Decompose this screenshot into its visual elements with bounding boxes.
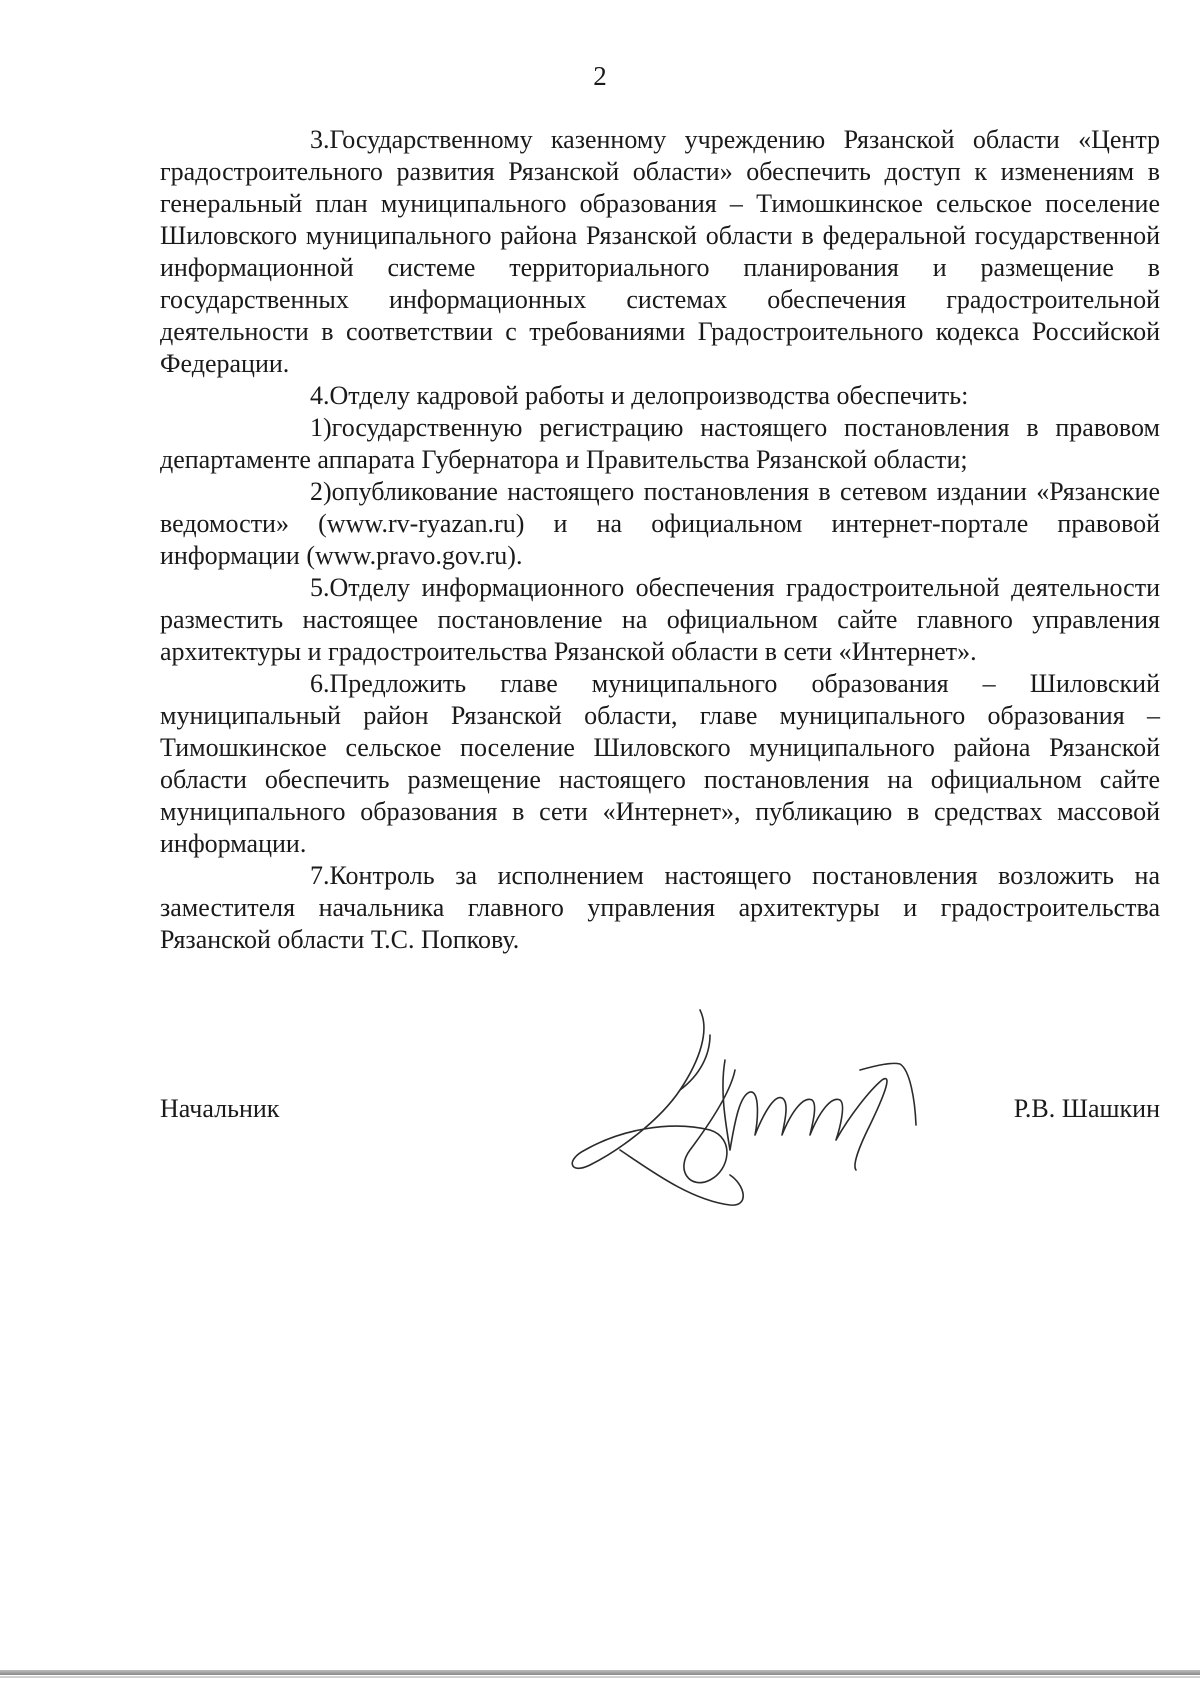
paragraph-4-2 <box>160 476 1160 572</box>
page-number: 2 <box>593 61 607 91</box>
item-number: 4. <box>310 381 330 410</box>
paragraph-5 <box>160 572 1160 668</box>
paragraph-4-1 <box>160 412 1160 476</box>
document-body <box>160 124 1160 956</box>
paragraph-text: Отделу кадровой работы и делопроизводства обеспечить: <box>329 381 969 410</box>
paragraph-text: Контроль за исполнением настоящего постановления возложить на заместителя начальника главного управления архитектуры и градостроительства Рязанской области Т.С. Попкову. <box>160 861 1160 954</box>
signatory-name: Р.В. Шашкин <box>1013 1094 1160 1123</box>
paragraph-6 <box>160 668 1160 860</box>
signatory-title: Начальник <box>160 1094 280 1123</box>
item-number: 1) <box>310 413 332 442</box>
item-number: 6. <box>310 669 330 698</box>
paragraph-text: государственную регистрацию настоящего постановления в правовом департаменте аппарата Губернатора и Правительства Рязанской области; <box>160 413 1160 474</box>
scan-edge-line <box>0 1670 1200 1675</box>
item-number: 3. <box>310 125 330 154</box>
item-number: 2) <box>310 477 332 506</box>
handwritten-signature <box>560 1000 980 1230</box>
paragraph-7 <box>160 860 1160 956</box>
paragraph-4 <box>160 380 1160 412</box>
item-number: 7. <box>310 861 330 890</box>
item-number: 5. <box>310 573 330 602</box>
paragraph-text: Государственному казенному учреждению Рязанской области «Центр градостроительного развития Рязанской области» обеспечить доступ к изменениям в генеральный план муниципального образования – Тимошкинское сельское поселение Шиловского муниципального района Рязанской области в федеральной государственной информационной системе территориального планирования и размещение в государственных информационных системах обеспечения градостроительной деятельности в соответствии с требованиями Градостроительного кодекса Российской Федерации. <box>160 125 1160 378</box>
paragraph-text: Отделу информационного обеспечения градостроительной деятельности разместить настоящее постановление на официальном сайте главного управления архитектуры и градостроительства Рязанской области в сети «Интернет». <box>160 573 1160 666</box>
paragraph-text: опубликование настоящего постановления в сетевом издании «Рязанские ведомости» (www.rv-ryazan.ru) и на официальном интернет-портале правовой информации (www.pravo.gov.ru). <box>160 477 1160 570</box>
paragraph-text: Предложить главе муниципального образования – Шиловский муниципальный район Рязанской области, главе муниципального образования – Тимошкинское сельское поселение Шиловского муниципального района Рязанской области обеспечить размещение настоящего постановления на официальном сайте муниципального образования в сети «Интернет», публикацию в средствах массовой информации. <box>160 669 1160 858</box>
scan-edge-line <box>0 1676 1200 1678</box>
paragraph-3 <box>160 124 1160 380</box>
